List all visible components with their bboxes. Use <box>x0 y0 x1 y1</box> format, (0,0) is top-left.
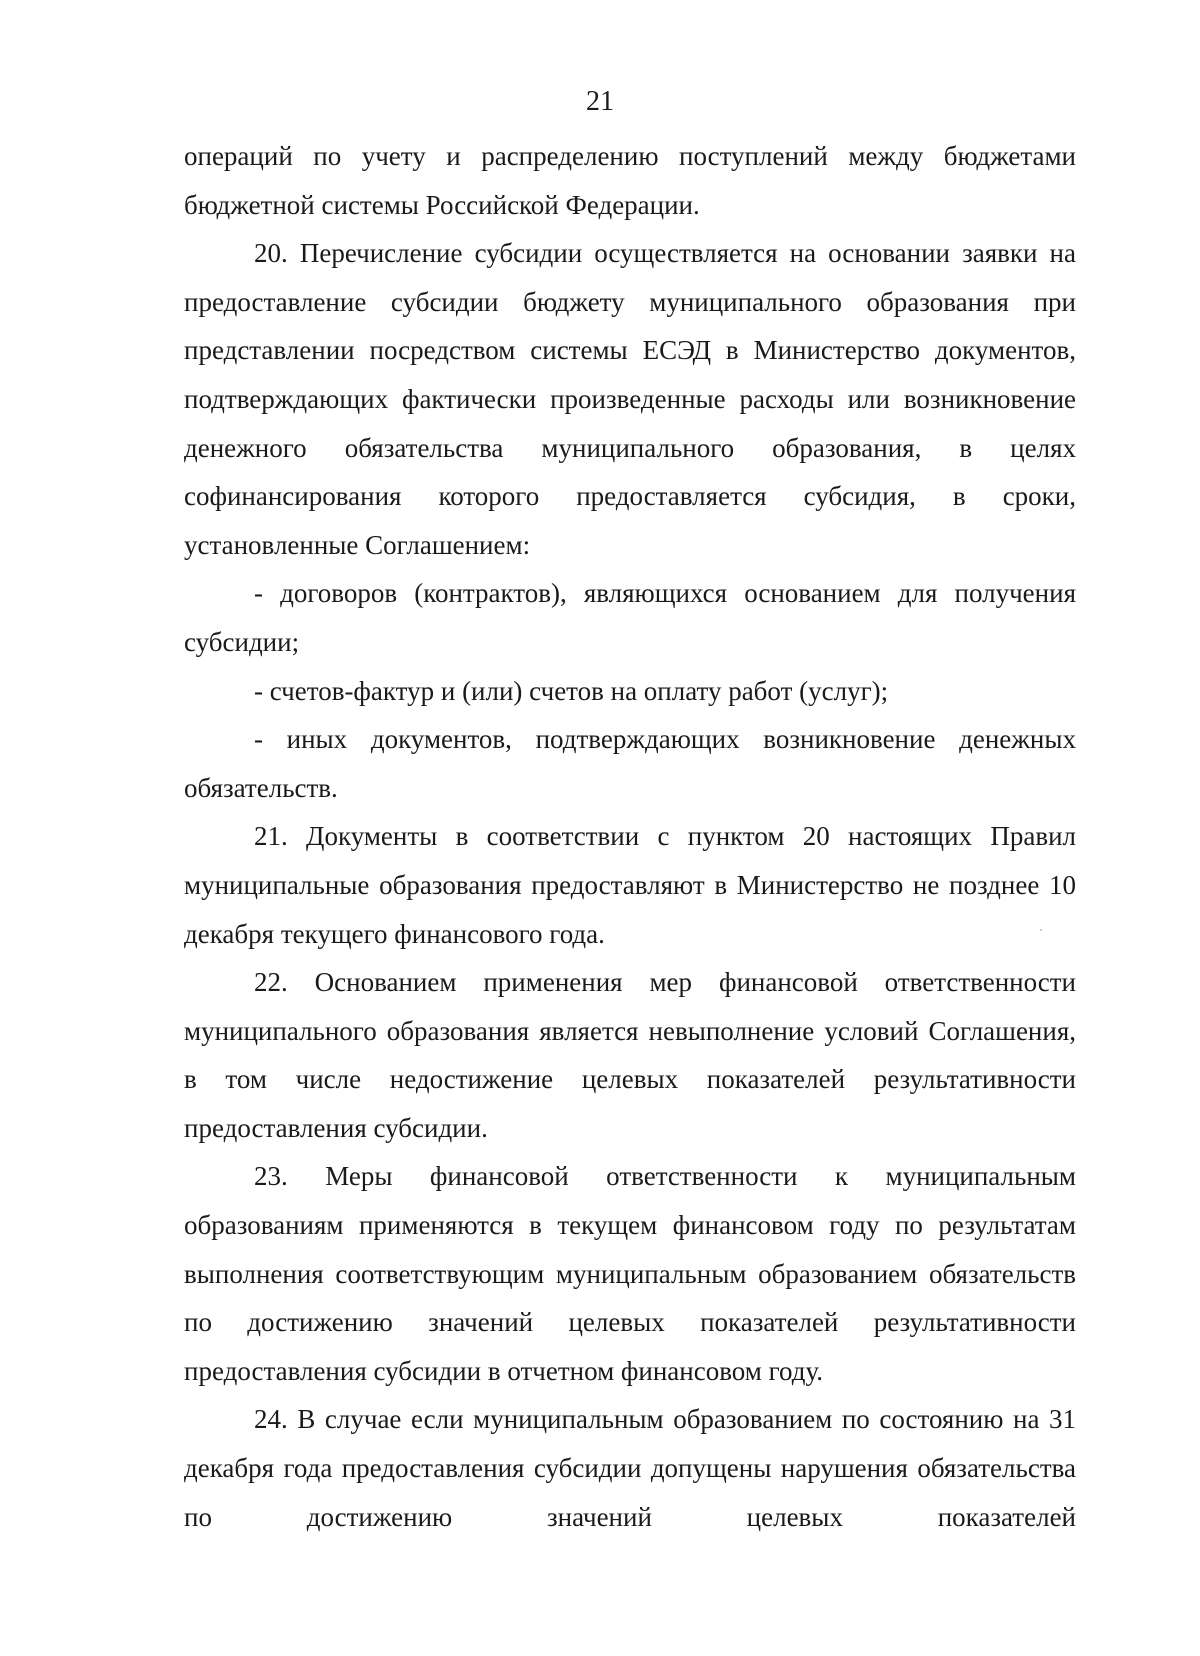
list-item-invoices: - счетов-фактур и (или) счетов на оплату работ (услуг); <box>254 675 889 706</box>
list-item-other-documents: - иных документов, подтверждающих возникновение денежных обязательств. <box>184 724 1076 803</box>
scan-speck <box>1040 929 1042 931</box>
page-number: 21 <box>586 86 614 117</box>
paragraph-clause-20: 20. Перечисление субсидии осуществляется на основании заявки на предоставление субсидии бюджету муниципального образования при представлении посредством системы ЕСЭД в Министерство документов, подтверждающих фактически произведенные расходы или возникновение денежного обязательства муниципального образования, в целях софинансирования которого предоставляется субсидия, в сроки, установленные Соглашением: <box>184 238 1076 560</box>
paragraph-clause-23: 23. Меры финансовой ответственности к муниципальным образованиям применяются в текущем финансовом году по результатам выполнения соответствующим муниципальным образованием обязательств по достижению значений целевых показателей результативности предоставления субсидии в отчетном финансовом году. <box>184 1161 1076 1386</box>
paragraph-clause-21: 21. Документы в соответствии с пунктом 20 настоящих Правил муниципальные образования предоставляют в Министерство не позднее 10 декабря текущего финансового года. <box>184 821 1076 949</box>
document-body <box>184 132 1076 1541</box>
paragraph-clause-22: 22. Основанием применения мер финансовой ответственности муниципального образования является невыполнение условий Соглашения, в том числе недостижение целевых показателей результативности предоставления субсидии. <box>184 967 1076 1143</box>
list-item-contracts: - договоров (контрактов), являющихся основанием для получения субсидии; <box>184 578 1076 657</box>
paragraph-clause-24: 24. В случае если муниципальным образованием по состоянию на 31 декабря года предоставления субсидии допущены нарушения обязательства по достижению значений целевых показателей <box>184 1404 1076 1532</box>
paragraph-continuation: операций по учету и распределению поступлений между бюджетами бюджетной системы Российской Федерации. <box>184 141 1076 220</box>
